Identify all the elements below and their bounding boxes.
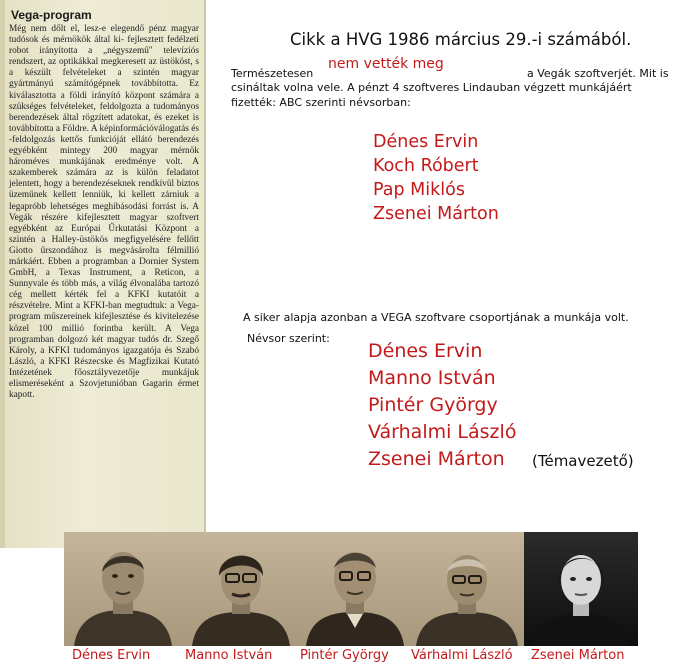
photo-captions <box>70 648 650 666</box>
portrait-illustration <box>524 532 638 646</box>
portrait-photo <box>182 532 300 646</box>
intro-highlight: nem vették meg <box>328 56 444 72</box>
list1-item: Zsenei Márton <box>373 204 499 224</box>
intro-line3: fizették: ABC szerinti névsorban: <box>231 96 411 109</box>
clipping-edge <box>0 0 5 548</box>
clipping-body: Még nem dőlt el, lesz-e elegendő pénz magyar tudósok és mérnökök által ki- fejlesztett fedélzeti robot irányította a „négyszemű" televíziós rendszert, az optikákkal megkeresett az üstököst, s a készült felvételeket a szintén magyar gyártmányú számítógépnek továbbította. Ez kiválasztotta a földi irányító központ számára a szükséges felvételeket, feldolgozta a tudományos berendezések által rögzített adatokat, és ezeket is továbbította a Földre. A képinformációválogatás és -feldolgozás kettős funkcióját ellátó berendezés egyébként mintegy 200 magyar mérnök hároméves munkájának eredménye volt. A szakemberek számára az is külön feladatot jelentett, hogy a berendezéseknek rendkívül biztos üzeműnek kellett lenniük, ki kellett zárniuk a legapróbb lehetséges meghibásodási forrást is. A Vegák részére kifejlesztett magyar szoftvert egyébként az Európai Űrkutatási Központ a szintén a Halley-üstökös megfigyelésére fellőtt Giotto űrszondához is megvásárolta félmillió márkáért. Ebben a programban a Dornier System GmbH, a Texas Instrument, a Reticon, a Sunnyvale és több más, a világ élvonalába tartozó cég mellett kérték fel a KFKI kutatóit a részvételre. Mint a KFKI-ban megtudtuk: a Vega-program műszereinek kifejlesztése és kivitelezése közel 100 millió forintba került. A Vega programban dolgozó két magyar tudós dr. Szegő Károly, a KFKI tudományos igazgatója és Szabó László, a KFKI Részecske és Magfizikai Kutató Intézetének főosztályvezetője munkájuk elismeréseként a Szovjetunióban Gagarin érmet kapott. <box>9 24 199 401</box>
list2-item: Zsenei Márton <box>368 448 505 470</box>
photo-caption: Zsenei Márton <box>531 648 625 663</box>
list1-item: Koch Róbert <box>373 156 479 176</box>
portrait-illustration <box>64 532 182 646</box>
portrait-photo <box>524 532 638 646</box>
list1-item: Dénes Ervin <box>373 132 479 152</box>
clipping-title: Vega-program <box>11 8 92 22</box>
list2-item: Várhalmi László <box>368 421 517 443</box>
portrait-photo <box>410 532 524 646</box>
success-line2: Névsor szerint: <box>247 332 330 345</box>
list2-item: Manno István <box>368 367 496 389</box>
portrait-photo <box>64 532 182 646</box>
intro-line2: csináltak volna vele. A pénzt 4 szoftveres Lindauban végzett munkájáért <box>231 81 632 94</box>
success-line1: A siker alapja azonban a VEGA szoftvare csoportjának a munkája volt. <box>243 311 629 324</box>
leader-note: (Témavezető) <box>532 452 634 470</box>
article-headline: Cikk a HVG 1986 március 29.-i számából. <box>290 30 632 49</box>
portrait-photo <box>300 532 410 646</box>
list2-item: Dénes Ervin <box>368 340 483 362</box>
photo-caption: Pintér György <box>300 648 389 663</box>
portrait-illustration <box>410 532 524 646</box>
list1-item: Pap Miklós <box>373 180 465 200</box>
newspaper-clipping <box>0 0 206 548</box>
portrait-illustration <box>300 532 410 646</box>
list2-item: Pintér György <box>368 394 498 416</box>
photo-strip <box>64 532 638 646</box>
photo-caption: Manno István <box>185 648 273 663</box>
photo-caption: Várhalmi László <box>411 648 513 663</box>
portrait-illustration <box>182 532 300 646</box>
intro-part2: a Vegák szoftverjét. Mit is <box>527 67 669 80</box>
photo-caption: Dénes Ervin <box>72 648 151 663</box>
intro-part1: Természetesen <box>231 67 314 80</box>
